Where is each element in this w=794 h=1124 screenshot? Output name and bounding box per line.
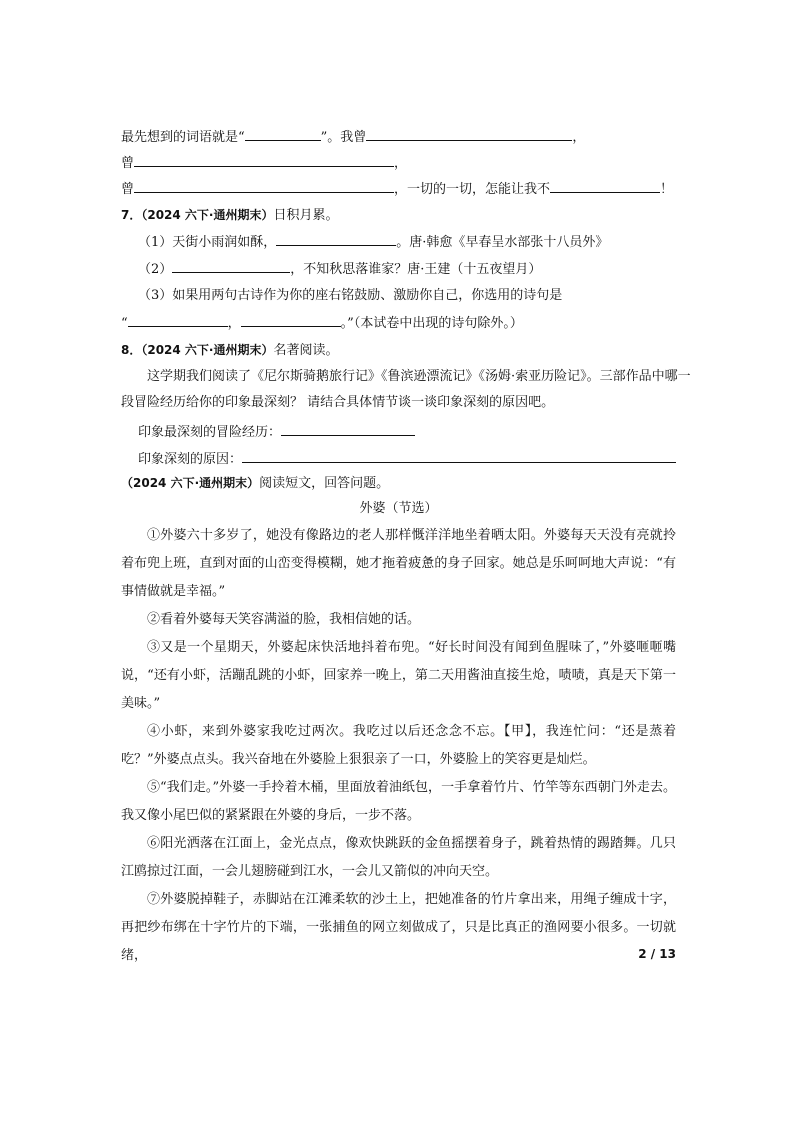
question-8-field-experience: 印象最深刻的冒险经历： [138, 423, 693, 442]
page-number: 2 / 13 [638, 947, 676, 961]
passage-body [121, 522, 676, 970]
fill-line-1: 最先想到的词语就是“ ”。我曾 ， [121, 130, 586, 145]
answer-blank[interactable] [134, 154, 394, 167]
passage-paragraph-1: ①外婆六十多岁了，她没有像路边的老人那样慨洋洋地坐着晒太阳。外婆每天天没有亮就拎着布兜上班，直到对面的山峦变得模糊，她才拖着疲惫的身子回家。她总是乐呵呵地大声说：“有事情做就是幸福。” [121, 528, 676, 599]
answer-blank[interactable] [242, 450, 676, 463]
question-8-prompt-line-1: 这学期我们阅读了《尼尔斯骑鹅旅行记》《鲁滨逊漂流记》《汤姆·索亚历险记》。三部作品中哪一 [147, 369, 691, 384]
answer-blank[interactable] [550, 180, 660, 193]
passage-paragraph-4: ④小虾，来到外婆家我吃过两次。我吃过以后还念念不忘。【甲】，我连忙问：“还是蒸着吃？”外婆点点头。我兴奋地在外婆脸上狠狠亲了一口，外婆脸上的笑容更是灿烂。 [121, 724, 676, 767]
passage-paragraph-5: ⑤“我们走。”外婆一手拎着木桶，里面放着油纸包，一手拿着竹片、竹竿等东西朝门外走去。我又像小尾巴似的紧紧跟在外婆的身后，一步不落。 [121, 780, 676, 823]
passage-title: 外婆（节选） [359, 501, 438, 516]
passage-paragraph-6: ⑥阳光洒落在江面上，金光点点，像欢快跳跃的金鱼摇摆着身子，跳着热情的踢踏舞。几只江鸥掠过江面，一会儿翅膀碰到江水，一会儿又箭似的冲向天空。 [121, 836, 676, 879]
answer-blank[interactable] [366, 128, 572, 141]
passage-paragraph-2: ②看着外婆每天笑容满溢的脸，我相信她的话。 [147, 612, 421, 627]
question-7-item-2: （2） ，不知秋思落谁家？唐·王建（十五夜望月） [138, 262, 542, 277]
question-7-item-1: （1）天街小雨润如酥， 。唐·韩愈《早春呈水部张十八员外》 [138, 235, 609, 250]
question-8-field-reason: 印象深刻的原因： [138, 450, 693, 469]
answer-blank[interactable] [128, 314, 228, 327]
question-8-prompt-line-2: 段冒险经历给你的印象最深刻？ 请结合具体情节谈一谈印象深刻的原因吧。 [121, 395, 555, 410]
fill-line-3: 曾 ，一切的一切，怎能让我不 ！ [121, 182, 674, 197]
answer-blank[interactable] [241, 314, 341, 327]
question-7-heading: 7．（2024 六下·通州期末）日积月累。 [121, 208, 339, 223]
passage-paragraph-3: ③又是一个星期天，外婆起床快活地抖着布兜。“好长时间没有闻到鱼腥味了，”外婆咂咂嘴说，“还有小虾，活蹦乱跳的小虾，回家养一晚上，第二天用酱油直接生炝，啧啧，真是天下第一美味。” [121, 640, 676, 711]
passage-paragraph-7: ⑦外婆脱掉鞋子，赤脚站在江滩柔软的沙土上，把她准备的竹片拿出来，用绳子缠成十字，再把纱布绑在十字竹片的下端，一张捕鱼的网立刻做成了，只是比真正的渔网要小很多。一切就绪， [121, 892, 676, 963]
answer-blank[interactable] [276, 233, 396, 246]
question-7-item-3: （3）如果用两句古诗作为你的座右铭鼓励、激励你自己，你选用的诗句是 [138, 288, 563, 303]
fill-line-2: 曾 ， [121, 156, 408, 171]
answer-blank[interactable] [281, 423, 415, 436]
reading-intro: （2024 六下·通州期末）阅读短文，回答问题。 [121, 476, 390, 491]
answer-blank[interactable] [245, 128, 321, 141]
question-7-item-3-answer: “ ， 。”（本试卷中出现的诗句除外。） [121, 316, 523, 331]
answer-blank[interactable] [134, 180, 394, 193]
answer-blank[interactable] [172, 260, 290, 273]
question-8-heading: 8．（2024 六下·通州期末）名著阅读。 [121, 343, 339, 358]
